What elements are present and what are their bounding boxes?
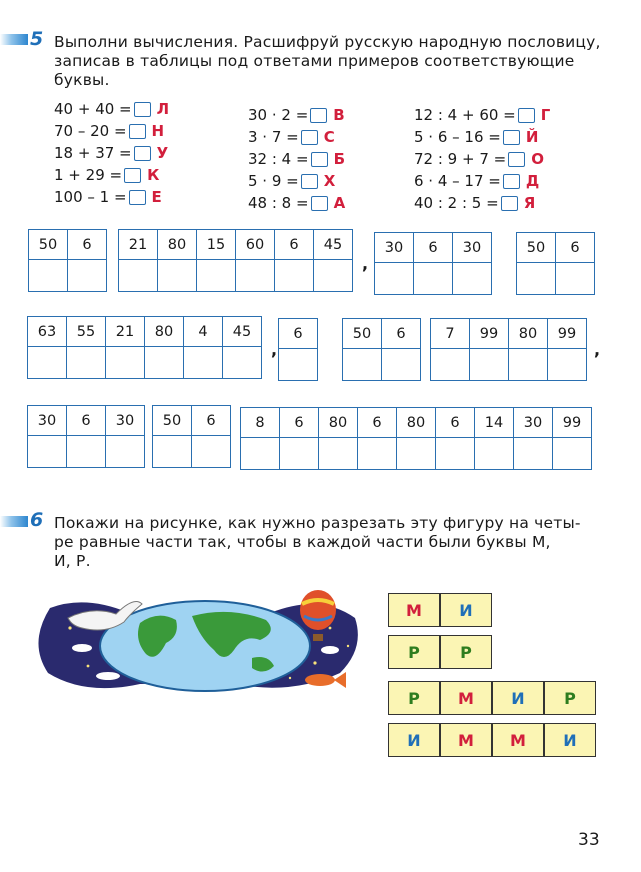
answer-cell: 6 [275,230,314,260]
answer-cell: 50 [343,319,382,349]
letter-cell: М [440,681,492,715]
comma: , [362,254,369,273]
letter-input-cell[interactable] [553,438,592,470]
task-instruction [54,33,614,90]
instruction-line: буквы. [54,71,110,89]
answer-cell: 50 [517,233,556,263]
answer-cell: 45 [314,230,353,260]
answer-cell: 50 [153,406,192,436]
letter-key: А [333,194,346,212]
answer-box[interactable] [129,124,146,139]
answer-box[interactable] [311,196,328,211]
letter-input-cell[interactable] [453,263,492,295]
cipher-table [278,318,318,381]
letter-key: Л [156,100,170,118]
expression-column-1 [54,98,169,208]
letter-key: Е [151,188,162,206]
task-marker-bar [0,516,28,527]
answer-box[interactable] [501,196,518,211]
cipher-table [430,318,587,381]
letter-input-cell[interactable] [67,347,106,379]
answer-box[interactable] [311,152,328,167]
answer-cell: 80 [319,408,358,438]
cipher-table [152,405,231,468]
letter-input-cell[interactable] [106,436,145,468]
letter-key: О [531,150,544,168]
answer-cell: 6 [279,319,318,349]
answer-cell: 8 [241,408,280,438]
letter-key: Д [525,172,540,190]
expression-column-3 [414,104,550,214]
letter-input-cell[interactable] [509,349,548,381]
letter-input-cell[interactable] [241,438,280,470]
letter-input-cell[interactable] [375,263,414,295]
cipher-table [27,405,145,468]
comma: , [271,340,278,359]
letter-input-cell[interactable] [29,260,68,292]
letter-key: С [323,128,335,146]
expression: 40 : 2 : 5 = [414,194,499,212]
letter-input-cell[interactable] [397,438,436,470]
answer-box[interactable] [134,146,151,161]
expression: 30 · 2 = [248,106,309,124]
letter-key: У [156,144,169,162]
answer-cell: 80 [158,230,197,260]
expression: 5 · 9 = [248,172,299,190]
expression-row [414,104,550,126]
page-number: 33 [578,830,600,850]
answer-box[interactable] [124,168,141,183]
letter-key: Б [333,150,345,168]
letter-cell: И [440,593,492,627]
expression-row [248,104,345,126]
answer-cell: 30 [106,406,145,436]
expression: 1 + 29 = [54,166,123,184]
letter-input-cell[interactable] [431,349,470,381]
letter-input-cell[interactable] [223,347,262,379]
expression-row [248,170,345,192]
expression-row [54,142,169,164]
letter-input-cell[interactable] [548,349,587,381]
expression: 72 : 9 + 7 = [414,150,507,168]
letter-input-cell[interactable] [314,260,353,292]
cipher-table [240,407,592,470]
letter-input-cell[interactable] [119,260,158,292]
answer-box[interactable] [301,174,318,189]
letter-input-cell[interactable] [382,349,421,381]
answer-cell: 6 [192,406,231,436]
expression: 5 · 6 – 16 = [414,128,501,146]
answer-cell: 6 [556,233,595,263]
letter-cell: И [388,723,440,757]
letter-input-cell[interactable] [67,436,106,468]
letter-key: Й [525,128,539,146]
answer-cell: 80 [397,408,436,438]
instruction-line: Покажи на рисунке, как нужно разрезать эту фигуру на четы- [54,514,581,532]
answer-cell: 6 [436,408,475,438]
answer-cell: 14 [475,408,514,438]
letters-figure [388,593,600,770]
answer-cell: 6 [414,233,453,263]
letter-input-cell[interactable] [358,438,397,470]
answer-cell: 21 [119,230,158,260]
letter-input-cell[interactable] [475,438,514,470]
answer-cell: 30 [28,406,67,436]
instruction-line: И, Р. [54,552,91,570]
expression-row [54,164,169,186]
answer-cell: 30 [375,233,414,263]
answer-cell: 55 [67,317,106,347]
letter-input-cell[interactable] [236,260,275,292]
task-number: 5 [30,28,44,50]
expression: 18 + 37 = [54,144,132,162]
letter-cell: Р [388,635,440,669]
expression-row [248,126,345,148]
answer-box[interactable] [301,130,318,145]
letter-input-cell[interactable] [436,438,475,470]
letter-input-cell[interactable] [197,260,236,292]
answer-cell: 30 [514,408,553,438]
answer-cell: 6 [358,408,397,438]
answer-box[interactable] [503,174,520,189]
letter-cell: М [388,593,440,627]
expression: 70 – 20 = [54,122,127,140]
instruction-line: ре равные части так, чтобы в каждой части были буквы М, [54,533,551,551]
answer-box[interactable] [518,108,535,123]
letter-cell: И [544,723,596,757]
answer-cell: 63 [28,317,67,347]
letter-input-cell[interactable] [343,349,382,381]
answer-box[interactable] [129,190,146,205]
letter-input-cell[interactable] [68,260,107,292]
letter-input-cell[interactable] [319,438,358,470]
letter-input-cell[interactable] [470,349,509,381]
answer-cell: 6 [67,406,106,436]
expression: 100 – 1 = [54,188,127,206]
letter-input-cell[interactable] [192,436,231,468]
answer-cell: 4 [184,317,223,347]
answer-box[interactable] [134,102,151,117]
letter-key: Н [151,122,165,140]
letter-input-cell[interactable] [275,260,314,292]
expression-column-2 [248,104,345,214]
letter-input-cell[interactable] [145,347,184,379]
answer-cell: 6 [280,408,319,438]
letter-cell: Р [544,681,596,715]
answer-cell: 99 [548,319,587,349]
expression-row [54,186,169,208]
cipher-table [27,316,262,379]
answer-cell: 80 [145,317,184,347]
cipher-table [28,229,107,292]
letter-cell: И [492,681,544,715]
letter-key: В [333,106,345,124]
expression: 32 : 4 = [248,150,309,168]
letter-input-cell[interactable] [158,260,197,292]
expression-row [414,170,550,192]
expression-row [248,148,345,170]
letter-input-cell[interactable] [153,436,192,468]
task-instruction [54,514,614,571]
answer-box[interactable] [310,108,327,123]
cipher-table [374,232,492,295]
letter-cell: М [492,723,544,757]
answer-cell: 30 [453,233,492,263]
answer-cell: 60 [236,230,275,260]
letter-input-cell[interactable] [28,436,67,468]
expression: 3 · 7 = [248,128,299,146]
expression: 48 : 8 = [248,194,309,212]
answer-cell: 50 [29,230,68,260]
letter-input-cell[interactable] [184,347,223,379]
answer-cell: 80 [509,319,548,349]
expression: 6 · 4 – 17 = [414,172,501,190]
instruction-line: записав в таблицы под ответами примеров соответствующие [54,52,575,70]
expression-row [248,192,345,214]
expression-row [414,192,550,214]
cipher-table [516,232,595,295]
answer-cell: 21 [106,317,145,347]
cipher-table [342,318,421,381]
expression-row [414,148,550,170]
task-number: 6 [30,509,44,531]
task-marker-bar [0,34,28,45]
answer-cell: 15 [197,230,236,260]
globe-illustration [30,588,365,698]
answer-cell: 99 [470,319,509,349]
comma: , [594,340,601,359]
letter-input-cell[interactable] [280,438,319,470]
answer-cell: 45 [223,317,262,347]
letter-input-cell[interactable] [28,347,67,379]
answer-box[interactable] [508,152,525,167]
answer-cell: 99 [553,408,592,438]
expression: 12 : 4 + 60 = [414,106,516,124]
letter-key: Х [323,172,336,190]
letter-key: Я [523,194,536,212]
letter-input-cell[interactable] [517,263,556,295]
expression-row [54,120,169,142]
letter-input-cell[interactable] [514,438,553,470]
instruction-line: Выполни вычисления. Расшифруй русскую народную пословицу, [54,33,601,51]
expression-row [414,126,550,148]
letter-cell: Р [388,681,440,715]
answer-cell: 6 [68,230,107,260]
answer-box[interactable] [503,130,520,145]
letter-input-cell[interactable] [106,347,145,379]
letter-input-cell[interactable] [279,349,318,381]
expression-row [54,98,169,120]
letter-cell: М [440,723,492,757]
answer-cell: 6 [382,319,421,349]
letter-input-cell[interactable] [556,263,595,295]
letter-key: К [147,166,160,184]
answer-cell: 7 [431,319,470,349]
cipher-table [118,229,353,292]
expression: 40 + 40 = [54,100,132,118]
letter-key: Г [540,106,551,124]
letter-input-cell[interactable] [414,263,453,295]
letter-cell: Р [440,635,492,669]
